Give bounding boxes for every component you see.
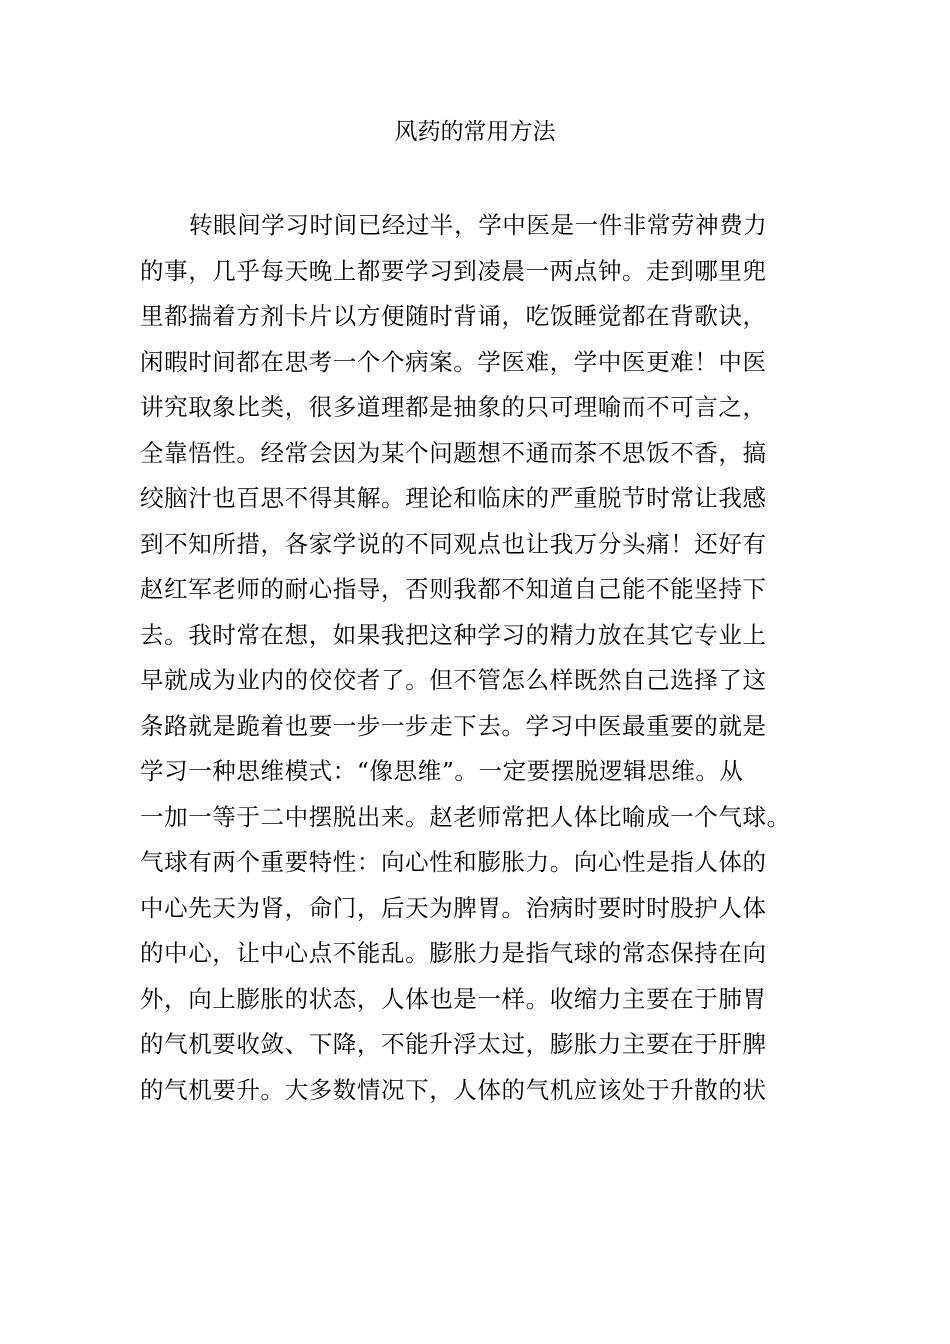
- paragraph-line: 学习一种思维模式：“像思维”。一定要摆脱逻辑思维。从: [140, 757, 744, 785]
- paragraph-line: 的气机要收敛、下降，不能升浮太过，膨胀力主要在于肝脾: [140, 1030, 767, 1058]
- paragraph-line: 的中心，让中心点不能乱。膨胀力是指气球的常态保持在向: [140, 939, 767, 967]
- paragraph-line: 气球有两个重要特性：向心性和膨胀力。向心性是指人体的: [140, 848, 767, 876]
- paragraph-line: 绞脑汁也百思不得其解。理论和临床的严重脱节时常让我感: [140, 484, 767, 512]
- paragraph-line: 讲究取象比类，很多道理都是抽象的只可理喻而不可言之，: [140, 393, 767, 421]
- paragraph-line: 的事，几乎每天晚上都要学习到凌晨一两点钟。走到哪里兜: [140, 256, 767, 285]
- paragraph-line: 转眼间学习时间已经过半，学中医是一件非常劳神费力: [189, 211, 768, 239]
- paragraph-line: 早就成为业内的佼佼者了。但不管怎么样既然自己选择了这: [140, 666, 767, 694]
- paragraph-line: 赵红军老师的耐心指导，否则我都不知道自己能不能坚持下: [140, 575, 767, 603]
- paragraph-line: 闲暇时间都在思考一个个病案。学医难，学中医更难！中医: [140, 347, 767, 376]
- paragraph-line: 中心先天为肾，命门，后天为脾胃。治病时要时时股护人体: [140, 893, 767, 922]
- document-title: 风药的常用方法: [394, 119, 556, 145]
- paragraph-line: 外，向上膨胀的状态，人体也是一样。收缩力主要在于肺胃: [140, 984, 767, 1013]
- paragraph-line: 到不知所措，各家学说的不同观点也让我万分头痛！还好有: [140, 529, 767, 558]
- paragraph-line: 条路就是跪着也要一步一步走下去。学习中医最重要的就是: [140, 711, 767, 740]
- document-body: [140, 203, 840, 1113]
- paragraph-line: 去。我时常在想，如果我把这种学习的精力放在其它专业上: [140, 620, 767, 649]
- paragraph-line: 里都揣着方剂卡片以方便随时背诵，吃饭睡觉都在背歌诀，: [140, 302, 767, 330]
- paragraph-line: 的气机要升。大多数情况下，人体的气机应该处于升散的状: [140, 1075, 767, 1104]
- paragraph-line: 一加一等于二中摆脱出来。赵老师常把人体比喻成一个气球。: [140, 802, 791, 831]
- paragraph-line: 全靠悟性。经常会因为某个问题想不通而茶不思饭不香，搞: [140, 438, 767, 467]
